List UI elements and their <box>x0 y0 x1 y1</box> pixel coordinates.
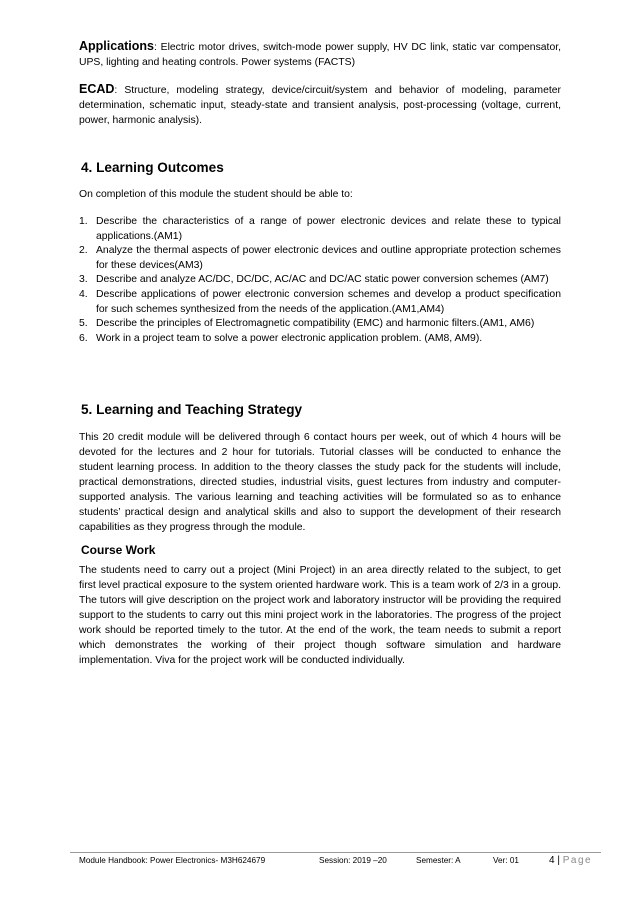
applications-text: : Electric motor drives, switch-mode power supply, HV DC link, static var compensator, UPS, lighting and heating controls. Power systems (FACTS) <box>79 42 561 68</box>
footer-session: Session: 2019 –20 <box>319 856 387 865</box>
page-number: 4 <box>549 855 555 866</box>
outcome-number: 1. <box>79 216 88 227</box>
applications-label: Applications <box>79 39 155 53</box>
outcome-text: Analyze the thermal aspects of power electronic devices and outline appropriate protection schemes for these devices(AM3) <box>96 245 561 271</box>
page-word: Page <box>562 855 593 866</box>
outcome-number: 2. <box>79 245 88 257</box>
ecad-paragraph <box>79 82 561 128</box>
outcome-text: Work in a project team to solve a power electronic application problem. (AM8, AM9). <box>96 332 483 344</box>
applications-paragraph <box>79 39 561 70</box>
footer-page-number <box>549 855 592 866</box>
footer-module: Module Handbook: Power Electronics- M3H624679 <box>79 856 266 865</box>
outcome-number: 3. <box>79 274 88 286</box>
learning-outcome-item <box>79 317 561 332</box>
outcome-text: Describe applications of power electronic conversion schemes and develop a product specification for such schemes synthesized from the needs of the application.(AM1,AM4) <box>96 288 561 315</box>
learning-outcome-item <box>79 244 561 273</box>
footer-semester: Semester: A <box>416 856 461 865</box>
learning-outcome-item <box>79 215 561 244</box>
teaching-strategy-paragraph: This 20 credit module will be delivered through 6 contact hours per week, out of which 4 hours will be devoted for the lectures and 2 hour for tutorials. Tutorial classes will be conducted to enhance the student learning process. In addition to the theory classes the study pack for the students will include, practical demonstrations, directed studies, industrial visits, guest lectures from industry and computer- supported analysis. The various learning and teaching activities will be formulated so as to enhance students’ practical design and analytical skills and also to support the development of their research capabilities as they progress through the module. <box>79 432 561 533</box>
outcome-number: 5. <box>79 318 88 330</box>
footer-divider <box>70 852 601 853</box>
outcome-text: Describe the principles of Electromagnetic compatibility (EMC) and harmonic filters.(AM1, AM6) <box>96 318 535 330</box>
footer-version: Ver: 01 <box>493 856 519 865</box>
outcome-number: 4. <box>79 288 88 300</box>
section-4-heading: 4. Learning Outcomes <box>81 160 224 175</box>
learning-outcomes-list <box>79 215 561 346</box>
learning-outcome-item <box>79 273 561 288</box>
outcome-number: 6. <box>79 332 88 344</box>
section-5-heading: 5. Learning and Teaching Strategy <box>81 402 303 417</box>
outcome-text: Describe and analyze AC/DC, DC/DC, AC/AC and DC/AC static power conversion schemes (AM7) <box>96 274 549 286</box>
learning-outcomes-intro: On completion of this module the student should be able to: <box>79 189 353 200</box>
outcome-text: Describe the characteristics of a range of power electronic devices and relate these to typical applications.(AM1) <box>96 216 561 242</box>
course-work-heading: Course Work <box>81 543 156 557</box>
course-work-paragraph: The students need to carry out a project (Mini Project) in an area directly related to the subject, to get first level practical exposure to the system oriented hardware work. This is a team work of 2/3 in a group. The tutors will give description on the project work and laboratory instructor will be providing the required support to the students to carry out this mini project work in the laboratories. The progress of the project work should be reported timely to the tutor. At the end of the work, the team needs to submit a report which demonstrates the working of their project though software simulation and hardware implementation. Viva for the project work will be conducted individually. <box>79 565 561 666</box>
ecad-text: : Structure, modeling strategy, device/circuit/system and behavior of modeling, parameter determination, schematic input, steady-state and transient analysis, post-processing (voltage, current, power, harmonic analysis). <box>79 85 561 126</box>
ecad-label: ECAD <box>79 82 115 96</box>
page-separator: | <box>554 855 563 866</box>
learning-outcome-item <box>79 288 561 317</box>
learning-outcome-item <box>79 332 561 347</box>
